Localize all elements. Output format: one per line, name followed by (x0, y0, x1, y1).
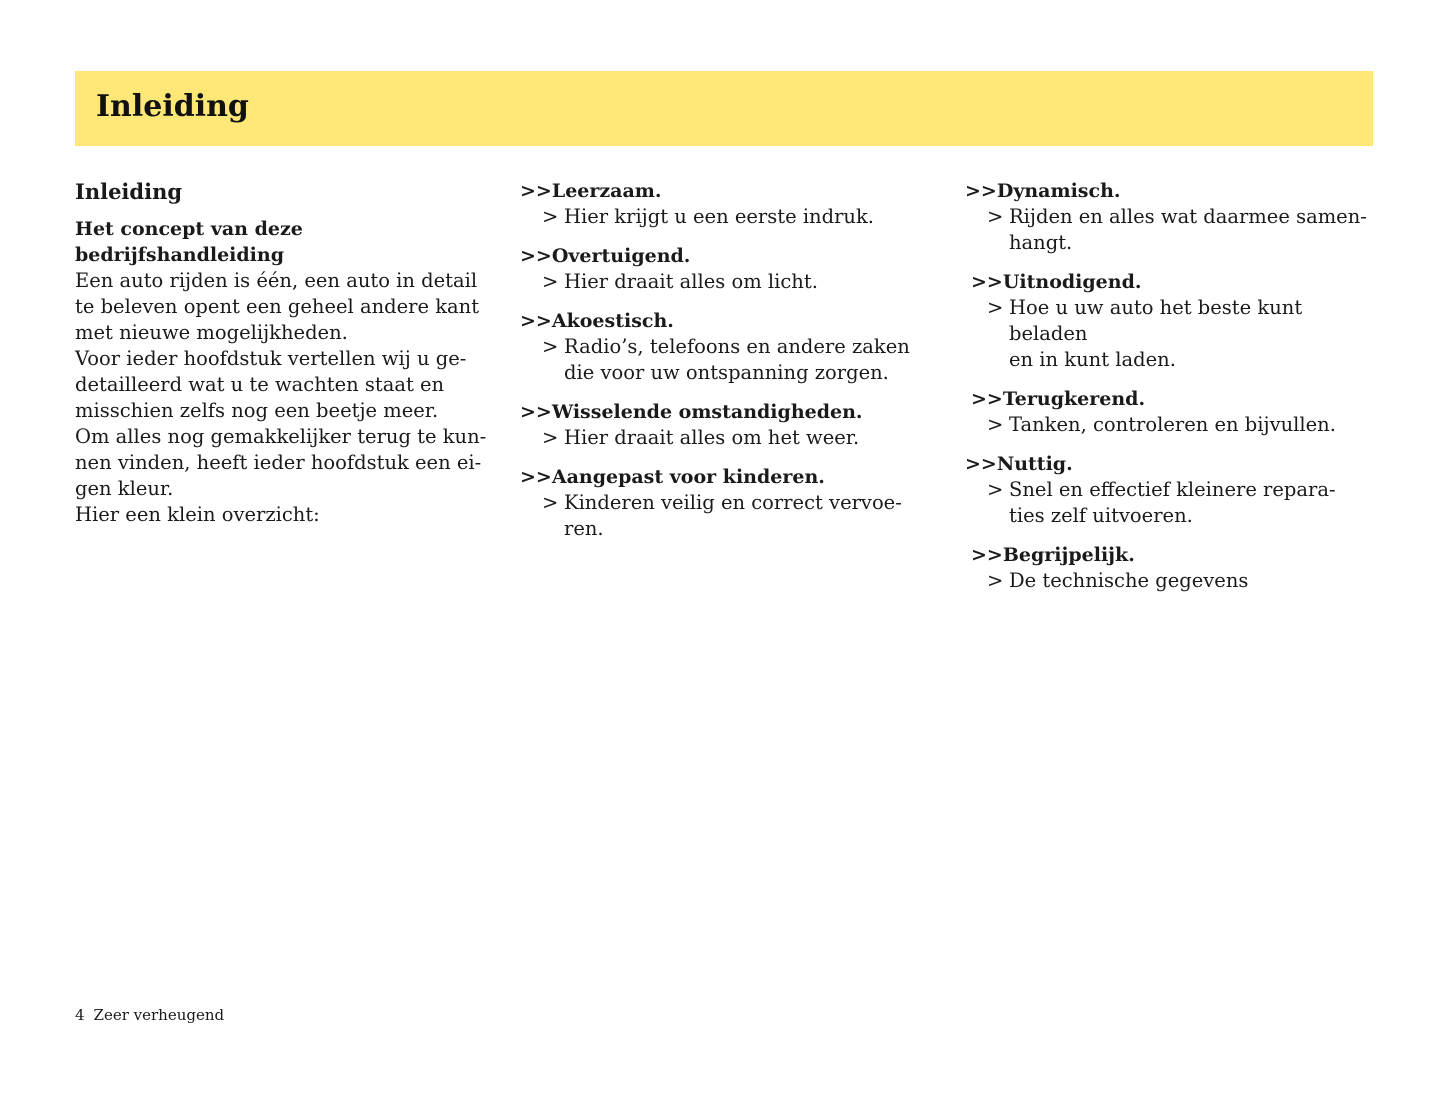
chapter-desc (520, 490, 930, 542)
desc-line: ren. (564, 517, 604, 540)
chapter-item-aangepast-voor-kinderen (520, 464, 930, 542)
desc-line: Snel en effectief kleinere repara- (1009, 478, 1336, 501)
paragraph-line: met nieuwe mogelijkheden. (75, 321, 348, 344)
paragraph-line: Om alles nog gemakkelijker terug te kun- (75, 425, 487, 448)
chapter-desc (520, 204, 930, 230)
chapter-list-col2 (520, 178, 930, 555)
subheading-line: bedrijfshandleiding (75, 244, 284, 266)
intro-column (75, 178, 495, 528)
bullet-arrow-icon: > (987, 569, 1004, 592)
chapter-desc (520, 269, 930, 295)
desc-line: en in kunt laden. (1009, 348, 1176, 371)
chapter-title: >>Overtuigend. (520, 245, 691, 267)
chapter-item-leerzaam (520, 178, 930, 230)
chapter-title: >>Dynamisch. (965, 180, 1121, 202)
footer-chapter-name: Zeer verheugend (93, 1006, 225, 1024)
bullet-arrow-icon: > (542, 205, 559, 228)
chapter-title: >>Begrijpelijk. (971, 544, 1135, 566)
desc-line: hangt. (1009, 231, 1073, 254)
paragraph-line: Hier een klein overzicht: (75, 503, 320, 526)
chapter-desc (971, 412, 1375, 438)
bullet-arrow-icon: > (987, 205, 1004, 228)
chapter-item-akoestisch (520, 308, 930, 386)
paragraph-line: Voor ieder hoofdstuk vertellen wij u ge- (75, 347, 467, 370)
chapter-banner (75, 71, 1373, 146)
chapter-desc (520, 425, 930, 451)
desc-line: Kinderen veilig en correct vervoe- (564, 491, 902, 514)
chapter-item-dynamisch (965, 178, 1375, 256)
chapter-item-nuttig (965, 451, 1375, 529)
bullet-arrow-icon: > (542, 491, 559, 514)
chapter-title: >>Nuttig. (965, 453, 1073, 475)
desc-line: Hier krijgt u een eerste indruk. (564, 205, 874, 228)
bullet-arrow-icon: > (542, 426, 559, 449)
chapter-desc (965, 204, 1375, 256)
bullet-arrow-icon: > (987, 413, 1004, 436)
subheading-line: Het concept van deze (75, 218, 303, 240)
paragraph-line: gen kleur. (75, 477, 174, 500)
bullet-arrow-icon: > (987, 296, 1004, 319)
desc-line: Hoe u uw auto het beste kunt beladen (1009, 296, 1303, 345)
page-title: Inleiding (96, 89, 249, 124)
bullet-arrow-icon: > (542, 335, 559, 358)
desc-line: Tanken, controleren en bijvullen. (1009, 413, 1336, 436)
paragraph-line: Een auto rijden is één, een auto in detail (75, 269, 478, 292)
chapter-desc (965, 477, 1375, 529)
section-title: Inleiding (75, 179, 183, 204)
paragraph-line: misschien zelfs nog een beetje meer. (75, 399, 439, 422)
chapter-title: >>Uitnodigend. (971, 271, 1142, 293)
chapter-list-col3 (965, 178, 1375, 607)
page-number: 4 (75, 1006, 85, 1024)
page-footer (75, 1005, 224, 1025)
subheading (75, 216, 495, 268)
desc-line: ties zelf uitvoeren. (1009, 504, 1193, 527)
chapter-title: >>Aangepast voor kinderen. (520, 466, 825, 488)
paragraph-line: nen vinden, heeft ieder hoofdstuk een ei- (75, 451, 482, 474)
paragraph-line: detailleerd wat u te wachten staat en (75, 373, 445, 396)
chapter-title: >>Terugkerend. (971, 388, 1146, 410)
chapter-title: >>Leerzaam. (520, 180, 662, 202)
desc-line: Rijden en alles wat daarmee samen- (1009, 205, 1367, 228)
desc-line: Hier draait alles om het weer. (564, 426, 860, 449)
chapter-desc (520, 334, 930, 386)
intro-paragraph (75, 268, 495, 528)
desc-line: Radio’s, telefoons en andere zaken (564, 335, 910, 358)
desc-line: die voor uw ontspanning zorgen. (564, 361, 889, 384)
chapter-title: >>Akoestisch. (520, 310, 674, 332)
bullet-arrow-icon: > (542, 270, 559, 293)
chapter-item-terugkerend (965, 386, 1375, 438)
desc-line: De technische gegevens (1009, 569, 1249, 592)
paragraph-line: te beleven opent een geheel andere kant (75, 295, 480, 318)
chapter-item-uitnodigend (965, 269, 1375, 373)
chapter-item-begrijpelijk (965, 542, 1375, 594)
bullet-arrow-icon: > (987, 478, 1004, 501)
desc-line: Hier draait alles om licht. (564, 270, 818, 293)
chapter-item-wisselende-omstandigheden (520, 399, 930, 451)
chapter-desc (971, 295, 1375, 373)
chapter-item-overtuigend (520, 243, 930, 295)
chapter-desc (971, 568, 1375, 594)
chapter-title: >>Wisselende omstandigheden. (520, 401, 863, 423)
